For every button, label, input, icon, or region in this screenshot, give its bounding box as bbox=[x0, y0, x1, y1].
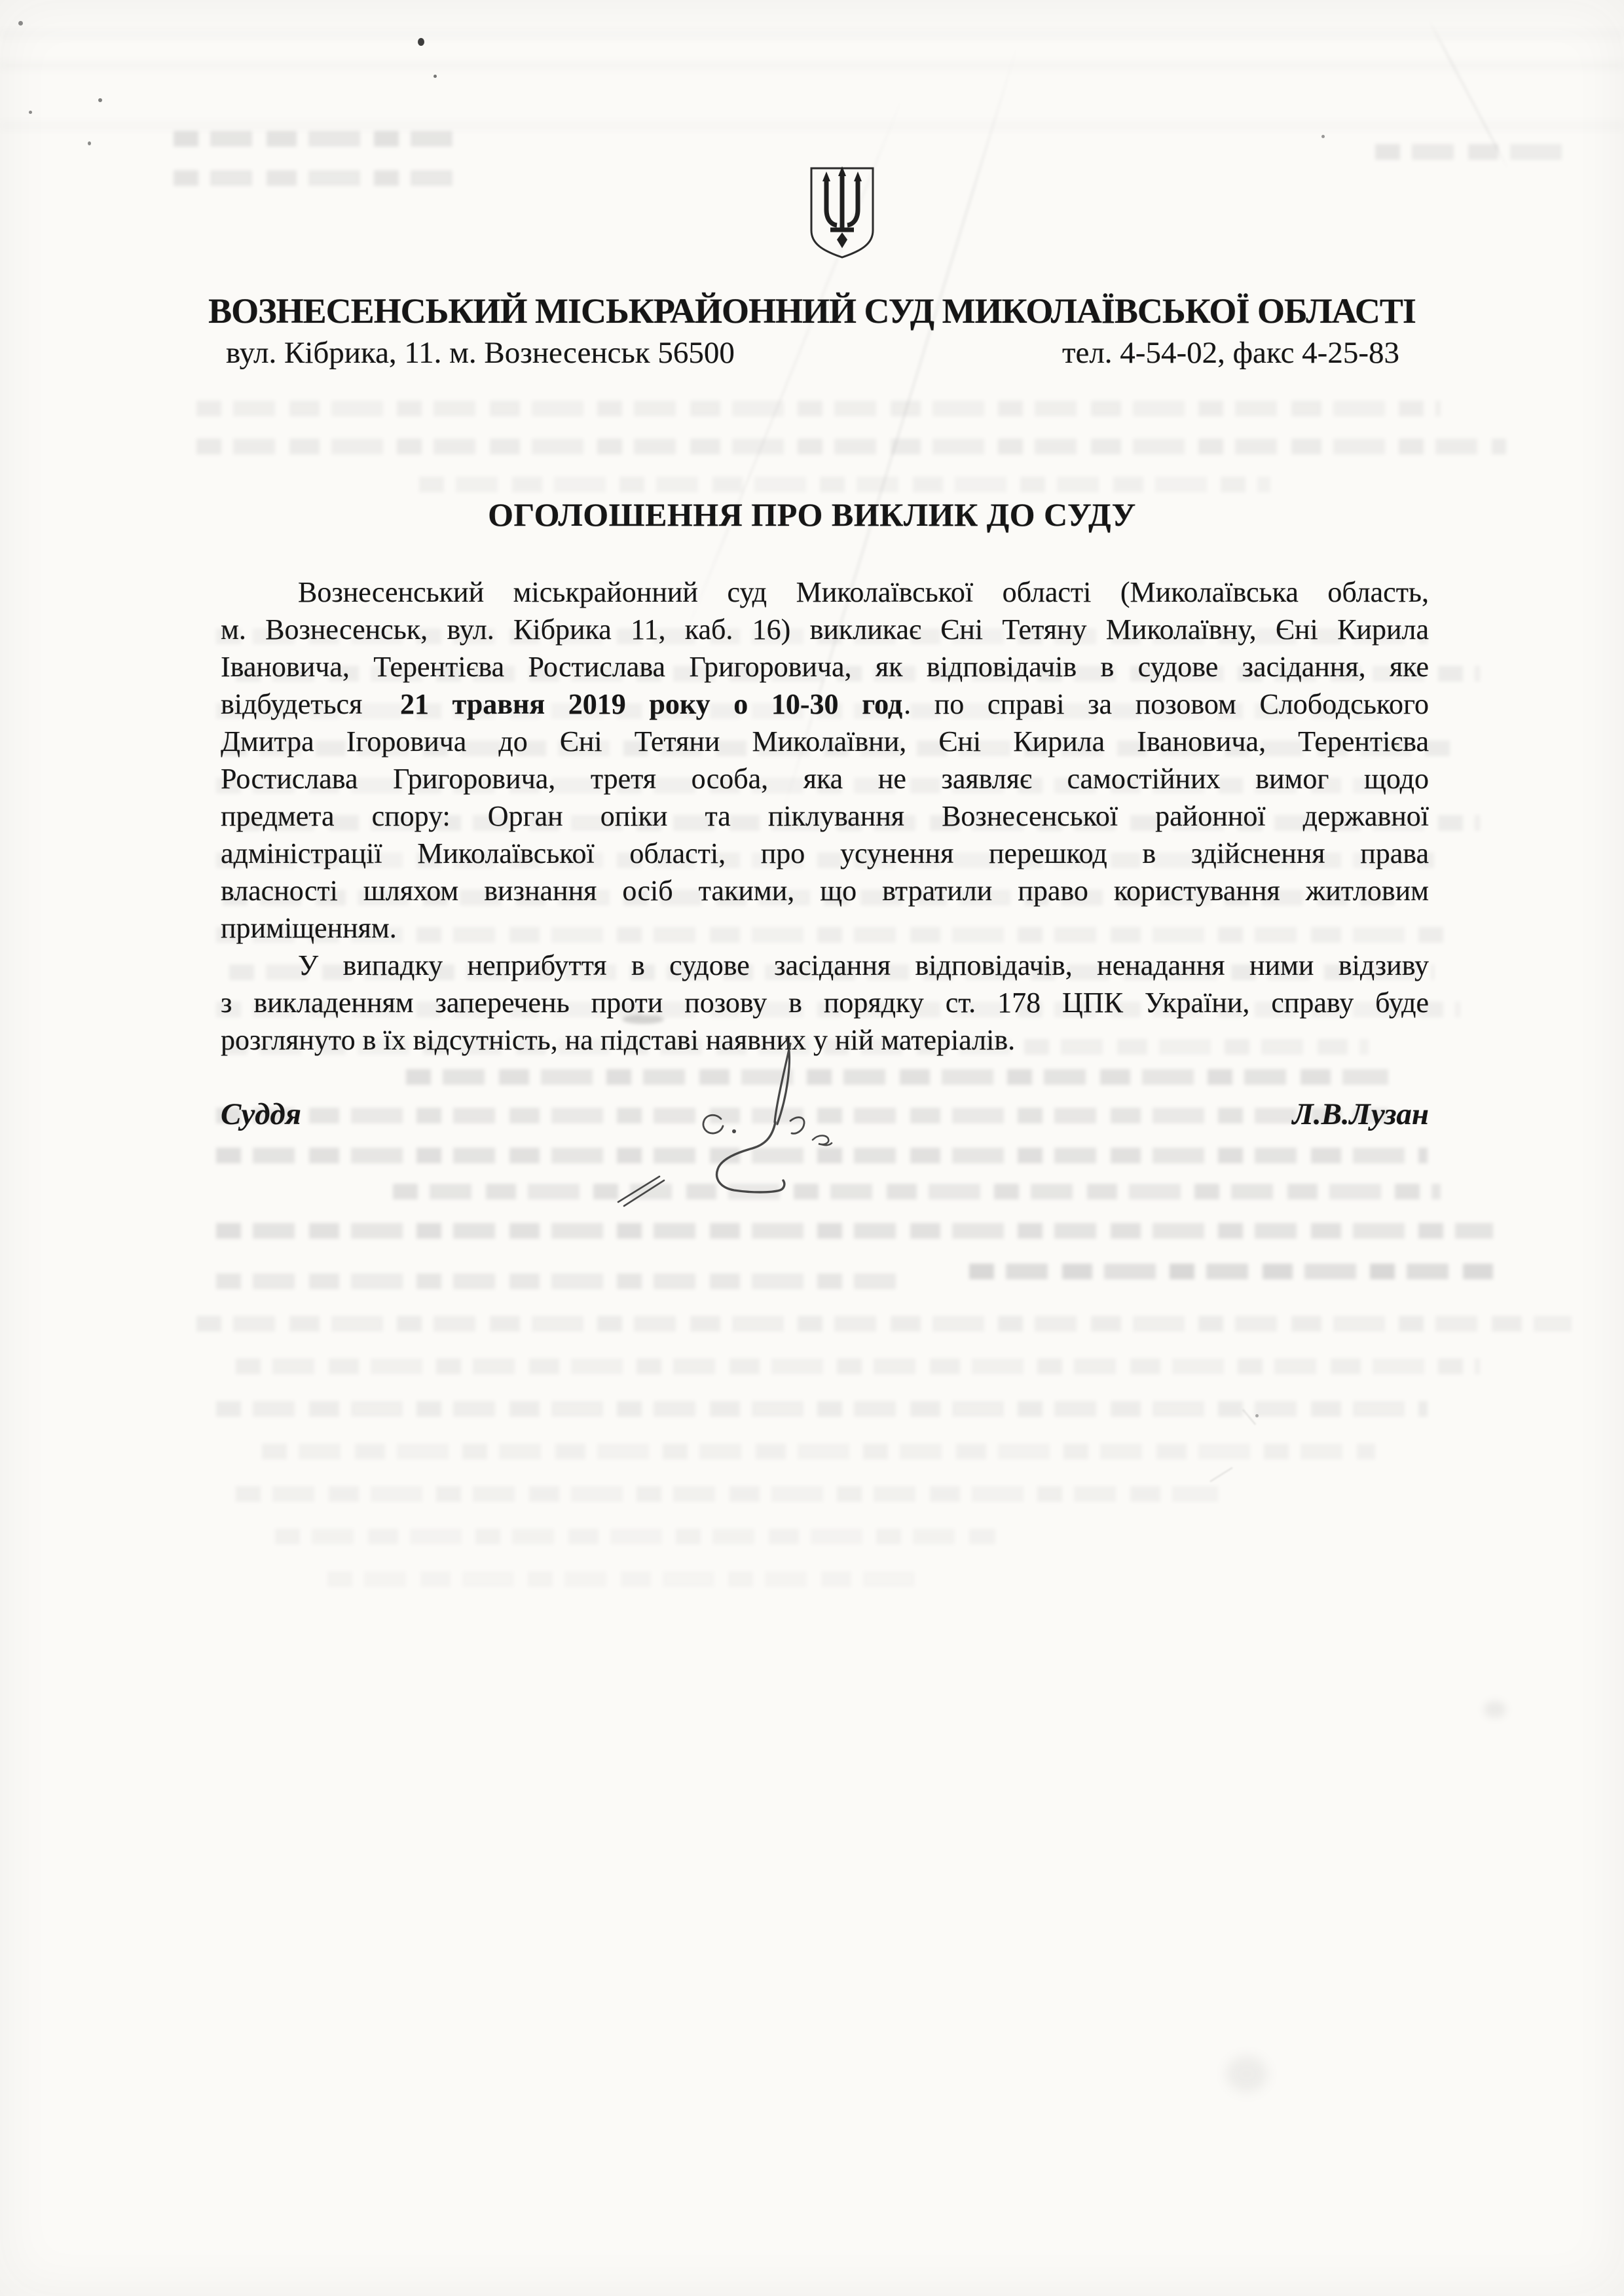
scan-bleed-artifact bbox=[174, 170, 462, 186]
scan-speck bbox=[1255, 1414, 1259, 1417]
court-contact-row bbox=[226, 335, 1399, 371]
body-line: м. Вознесенськ, вул. Кібрика 11, каб. 16) викликає Єні Тетяну Миколаївну, Єні Кирила bbox=[221, 613, 1429, 646]
scan-bleed-artifact bbox=[216, 1273, 904, 1289]
scan-smudge bbox=[1484, 1701, 1506, 1718]
scan-bleed-artifact bbox=[969, 1264, 1493, 1279]
scan-artifact bbox=[0, 60, 1624, 71]
body-line: з викладенням заперечень проти позову в порядку ст. 178 ЦПК України, справу буде bbox=[221, 987, 1429, 1019]
court-name: ВОЗНЕСЕНСЬКИЙ МІСЬКРАЙОННИЙ СУД МИКОЛАЇВСЬКОЇ ОБЛАСТІ bbox=[208, 291, 1416, 331]
scan-bleed-artifact bbox=[262, 1444, 1375, 1459]
scan-bleed-artifact bbox=[196, 401, 1441, 416]
scan-bleed-artifact bbox=[327, 1571, 917, 1587]
scan-bleed-artifact bbox=[196, 1316, 1572, 1332]
body-line: У випадку неприбуття в судове засідання відповідачів, ненадання ними відзиву bbox=[298, 949, 1429, 981]
judge-name: Л.В.Лузан bbox=[1292, 1097, 1429, 1131]
hearing-date-bold: 21 травня 2019 року о 10-30 год bbox=[399, 688, 903, 720]
scan-speck bbox=[418, 38, 424, 46]
scan-speck bbox=[29, 111, 32, 114]
scan-speck bbox=[434, 75, 437, 78]
scan-bleed-artifact bbox=[393, 1184, 1441, 1199]
scan-speck bbox=[98, 98, 102, 102]
scan-speck bbox=[1321, 135, 1325, 138]
scan-artifact bbox=[0, 120, 1624, 131]
ukraine-trident-coat-of-arms-icon bbox=[807, 165, 877, 261]
body-line: приміщенням. bbox=[221, 912, 397, 944]
scan-artifact bbox=[0, 29, 1624, 39]
court-phone-fax: тел. 4-54-02, факс 4-25-83 bbox=[1061, 336, 1399, 370]
scan-bleed-artifact bbox=[1375, 144, 1572, 160]
body-line: Дмитра Ігоровича до Єні Тетяни Миколаївни, Єні Кирила Івановича, Терентієва bbox=[221, 725, 1429, 757]
body-line: власності шляхом визнання осіб такими, що втратили право користування житловим bbox=[221, 875, 1429, 907]
handwritten-judge-signature bbox=[576, 982, 917, 1257]
scan-bleed-artifact bbox=[174, 131, 455, 147]
body-line: Івановича, Терентієва Ростислава Григоровича, як відповідачів в судове засідання, яке bbox=[221, 651, 1429, 683]
body-line: розглянуто в їх відсутність, на підставі наявних у ній матеріалів. bbox=[221, 1024, 1016, 1056]
document-title: ОГОЛОШЕННЯ ПРО ВИКЛИК ДО СУДУ bbox=[488, 496, 1136, 533]
scan-bleed-artifact bbox=[419, 477, 1270, 492]
body-line-hearing-date: відбудеться 21 травня 2019 року о 10-30 год. по справі за позовом Слободського bbox=[221, 688, 1430, 720]
scan-bleed-artifact bbox=[236, 1358, 1480, 1374]
body-line: адміністрації Миколаївської області, про усунення перешкод в здійснення права bbox=[221, 837, 1429, 869]
scan-smudge bbox=[1226, 2056, 1268, 2092]
scan-speck bbox=[18, 21, 23, 26]
scan-pencil-mark bbox=[1209, 1467, 1232, 1482]
body-line: предмета спору: Орган опіки та піклування Вознесенської районної державної bbox=[221, 800, 1429, 832]
body-line: Ростислава Григоровича, третя особа, яка не заявляє самостійних вимог щодо bbox=[221, 763, 1429, 795]
court-address: вул. Кібрика, 11. м. Вознесенськ 56500 bbox=[226, 336, 735, 370]
scan-speck bbox=[88, 141, 91, 145]
scan-bleed-artifact bbox=[236, 1486, 1218, 1502]
scan-bleed-artifact bbox=[275, 1529, 995, 1544]
body-line: Вознесенський міськрайонний суд Миколаївської області (Миколаївська область, bbox=[298, 576, 1429, 608]
judge-role-label: Суддя bbox=[221, 1097, 301, 1131]
scan-bleed-artifact bbox=[196, 439, 1506, 454]
